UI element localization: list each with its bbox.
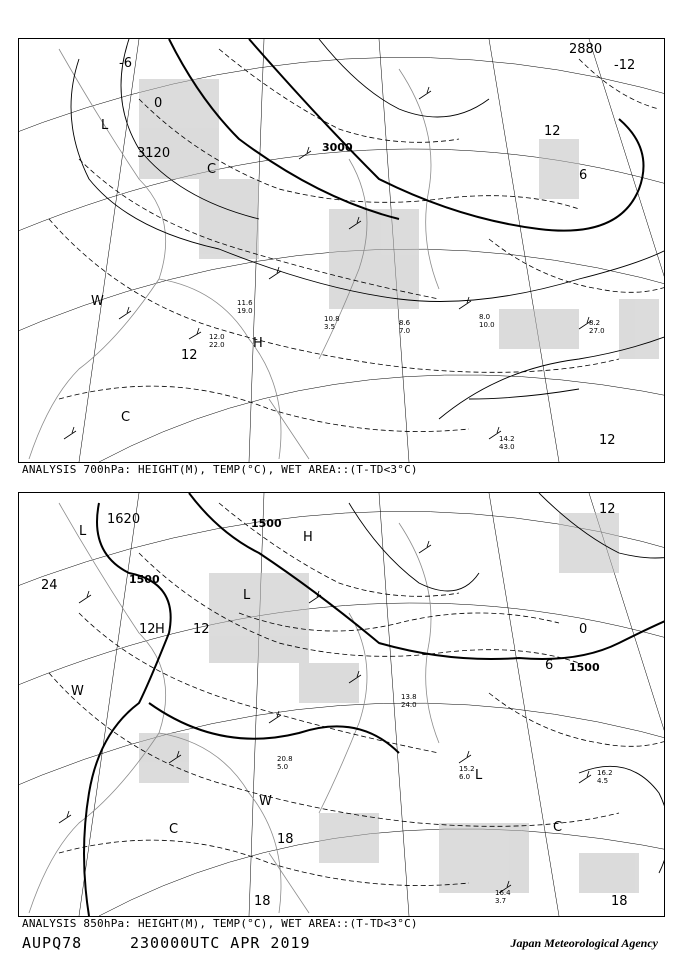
temp-label-24: 24 <box>41 578 58 593</box>
low-center-nw: L <box>79 524 87 539</box>
caption-850hpa: ANALYSIS 850hPa: HEIGHT(M), TEMP(°C), WET AREA::(T-TD<3°C) <box>22 917 418 930</box>
station-temp: 8.2 <box>589 319 601 327</box>
temp-label-minus6: -6 <box>119 56 132 71</box>
temp-label-minus12: -12 <box>614 58 636 73</box>
temp-label-12-ne: 12 <box>544 124 561 139</box>
height-label-3000: 3000 <box>322 141 353 154</box>
map-panel-700hpa <box>18 38 665 463</box>
chart-code: AUPQ78 <box>22 934 83 952</box>
high-center-n: H <box>303 530 313 545</box>
height-label-1500-east: 1500 <box>569 661 600 674</box>
temp-label-18-a: 18 <box>277 832 294 847</box>
station-temp: 12.0 <box>209 333 225 341</box>
temp-label-12-b: 12 <box>139 622 156 637</box>
temp-label-12-east: 12 <box>599 433 616 448</box>
low-center-se: L <box>475 768 483 783</box>
station-dew: 7.0 <box>399 327 411 335</box>
station-temp: 14.2 <box>499 435 515 443</box>
height-label-3120: 3120 <box>137 146 171 161</box>
height-label-1500-west: 1500 <box>129 573 160 586</box>
station-temp: 11.6 <box>237 299 253 307</box>
temp-label-6: 6 <box>579 168 588 183</box>
station-temp: 10.8 <box>324 315 340 323</box>
low-center: L <box>101 118 109 133</box>
agency-name: Japan Meteorological Agency <box>510 936 658 950</box>
map-850hpa-canvas <box>19 493 664 916</box>
low-center-c: L <box>243 588 251 603</box>
warm-center-s: W <box>259 794 272 809</box>
cold-center-south: C <box>121 410 131 425</box>
warm-center: W <box>91 294 104 309</box>
station-temp: 15.2 <box>459 765 475 773</box>
height-label-1620: 1620 <box>107 512 141 527</box>
temp-label-0: 0 <box>154 96 163 111</box>
station-dew: 19.0 <box>237 307 253 315</box>
caption-700hpa: ANALYSIS 700hPa: HEIGHT(M), TEMP(°C), WET AREA::(T-TD<3°C) <box>22 463 418 476</box>
station-temp: 16.4 <box>495 889 511 897</box>
station-dew: 10.0 <box>479 321 495 329</box>
map-panel-850hpa <box>18 492 665 917</box>
station-temp: 8.6 <box>399 319 411 327</box>
station-dew: 43.0 <box>499 443 515 451</box>
station-temp: 8.0 <box>479 313 491 321</box>
cold-center-se: C <box>553 820 563 835</box>
map-700hpa-canvas <box>19 39 664 462</box>
station-dew: 4.5 <box>597 777 609 785</box>
station-dew: 3.5 <box>324 323 336 331</box>
station-dew: 27.0 <box>589 327 605 335</box>
cold-center: C <box>207 162 217 177</box>
cold-center-sw: C <box>169 822 179 837</box>
station-temp: 20.8 <box>277 755 293 763</box>
station-temp: 16.2 <box>597 769 613 777</box>
high-center-w: H <box>155 622 165 637</box>
analysis-datetime: 230000UTC APR 2019 <box>130 934 311 952</box>
station-dew: 3.7 <box>495 897 507 905</box>
temp-label-12-ne: 12 <box>599 502 616 517</box>
high-center: H <box>253 336 263 351</box>
temp-label-18-b: 18 <box>254 894 271 909</box>
station-dew: 24.0 <box>401 701 417 709</box>
temp-label-0: 0 <box>579 622 588 637</box>
chart-footer <box>22 934 662 956</box>
temp-label-12: 12 <box>181 348 198 363</box>
temp-label-6: 6 <box>545 658 554 673</box>
station-temp: 13.8 <box>401 693 417 701</box>
station-dew: 22.0 <box>209 341 225 349</box>
temp-label-12-a: 12 <box>193 622 210 637</box>
temp-label-18-c: 18 <box>611 894 628 909</box>
height-label-2880: 2880 <box>569 42 603 57</box>
station-dew: 6.0 <box>459 773 471 781</box>
warm-center-w: W <box>71 684 84 699</box>
station-dew: 5.0 <box>277 763 289 771</box>
height-label-1500-north: 1500 <box>251 517 282 530</box>
